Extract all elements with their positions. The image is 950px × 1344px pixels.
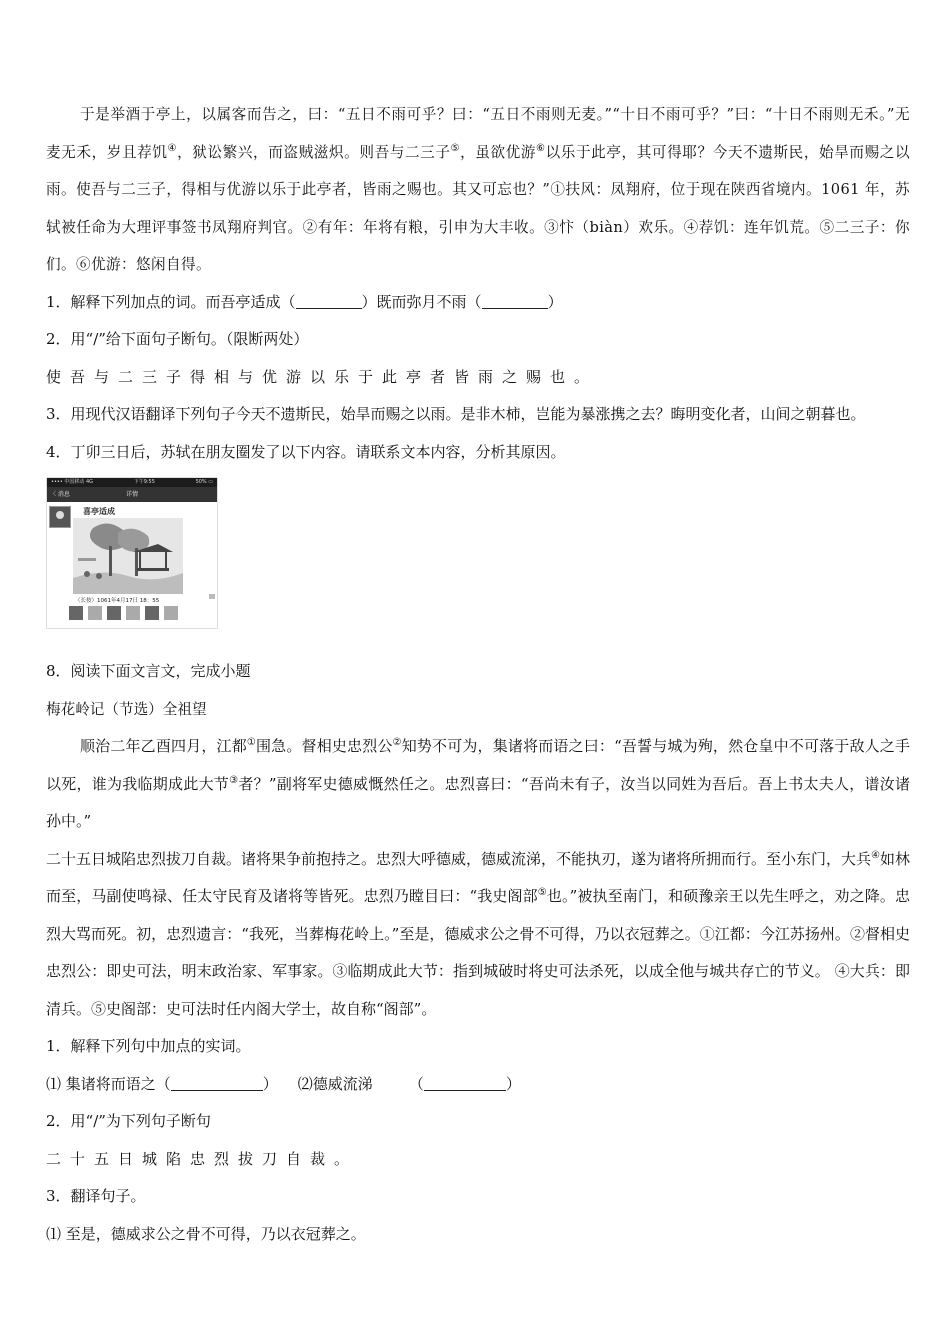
footnote-marker: ② [392,737,402,748]
answer-blank[interactable] [296,294,362,309]
avatar [107,606,121,620]
passage-paragraph-2 [46,841,910,1029]
like-avatars [69,606,178,620]
landscape-painting [73,518,183,594]
item-text: ） [262,1074,278,1093]
passage-text-4: 以乐于此亭，其可得耶？今天不遗斯民，始旱而赐之以雨。使吾与二三子，得相与优游以乐于此亭者，皆雨之赐也。其又可忘也？”①扶风：凤翔府，位于现在陕西省境内。1061 年，苏轼被任命为大理评事签书凤翔府判官。②有年：年将有粮，引申为大丰收。③忭（biàn）欢乐。④荐饥：连年饥荒。⑤二三子：你们。⑥优游：悠闲自得。 [46,143,910,273]
avatar [69,606,83,620]
battery-label: 50% ▭ [195,479,213,485]
passage-title: 梅花岭记（节选）全祖望 [46,700,207,718]
footnote-marker: ⑥ [536,142,546,154]
passage-text: 也。”被执至南门，和硕豫亲王以先生呼之，劝之降。忠烈大骂而死。初，忠烈遗言：“我死，当葬梅花岭上。”至是，德威求公之骨不可得，乃以衣冠葬之。①江都：今江苏扬州。②督相史忠烈公：即史可法，明末政治家、军事家。③临期成此大节：指到城破时将史可法杀死，以成全他与城共存亡的节义。 ④大兵：即清兵。⑤史阁部：史可法时任内阁大学士，故自称“阁部”。 [46,887,911,1018]
passage-text: 如林而至，马副使鸣禄、任太守民育及诸将等皆死。忠烈乃瞠目曰：“我史阁部 [46,849,910,905]
question-1 [46,284,910,322]
nav-title: 详情 [125,491,138,498]
footnote-marker: ⑤ [450,142,461,154]
passage-text: 者？”副将军史德威慨然任之。忠烈喜曰：“吾尚未有子，汝当以同姓为吾后。吾上书太夫人，谱汝诸孙中。” [46,774,910,830]
item-text: （ [408,1074,424,1093]
question-3: 3．用现代汉语翻译下列句子今天不遗斯民，始旱而赐之以雨。是非木柿，岂能为暴涨携之去？晦明变化者，山间之朝暮也。 [46,405,866,423]
footnote-marker: ④ [167,142,178,154]
question-8-heading: 8．阅读下面文言文，完成小题 [46,662,251,680]
avatar [126,606,140,620]
passage-text: 知势不可为，集诸将而语之曰：“吾誓与城为殉，然仓皇中不可落于敌人之手以死，谁为我临期成此大节 [46,737,910,793]
question-2: 2．用“/”给下面句子断句。（限断两处） [46,330,309,348]
passage-text-2: ，狱讼繁兴，而盗贼滋炽。则吾与二三子 [177,143,451,161]
answer-blank[interactable] [482,294,548,309]
document-page [46,96,910,1253]
passage-text-1: 于是举酒于亭上，以属客而告之，曰：“五日不雨可乎？曰：“五日不雨则无麦。”“十日不雨可乎？”曰：“十日不雨则无禾。”无麦无禾，岁且荐饥 [46,106,910,161]
passage-text: 顺治二年乙酉四月，江都 [80,737,247,755]
footnote-marker: ④ [871,849,880,861]
item-text: ⑵德威流涕 [297,1074,373,1093]
question-text: ）既而弥月不雨（ [361,292,482,311]
post-title: 喜亭适成 [83,506,115,516]
phone-nav-bar [47,487,217,502]
comment-icon [209,594,215,599]
footnote-marker: ① [246,737,257,748]
passage-text: 二十五日城陷忠烈拔刀自裁。诸将果争前抱持之。忠烈大呼德威，德威流涕，不能执刃，遂为诸将所拥而行。至小东门，大兵 [46,849,872,868]
avatar [145,606,159,620]
post-timestamp: （长按）1061年4月17日 18：55 [75,598,160,604]
avatar [164,606,178,620]
question-8-2-sentence: 二十五日城陷忠烈拔刀自裁。 [46,1149,359,1168]
footnote-marker: ⑤ [537,887,547,898]
item-text: ⑴ 集诸将而语之（ [46,1074,171,1093]
avatar [88,606,102,620]
question-8-1: 1．解释下列句中加点的实词。 [46,1037,251,1055]
passage-paragraph-1 [46,728,910,841]
question-2-sentence: 使吾与二三子得相与优游以乐于此亭者皆雨之赐也。 [46,367,599,386]
avatar [49,506,71,528]
passage-top [46,96,910,284]
question-8-3: 3．翻译句子。 [46,1187,146,1205]
time-label: 下午9:55 [133,479,155,485]
footnote-marker: ③ [229,774,239,786]
item-text: ） [505,1074,521,1093]
answer-blank[interactable] [171,1076,263,1091]
question-text: ） [547,292,563,311]
phone-status-bar [47,478,217,487]
question-text: 1．解释下列加点的词。而吾亭适成（ [46,292,296,311]
passage-text-3: ，虽欲优游 [460,143,537,161]
question-8-3-item: ⑴ 至是，德威求公之骨不可得，乃以衣冠葬之。 [46,1224,366,1243]
question-8-1-items [46,1066,910,1104]
carrier-label: •••• 中国移动 4G [51,479,94,485]
passage-text: 围急。督相史忠烈公 [256,737,393,755]
answer-blank[interactable] [424,1076,506,1091]
question-8-2: 2．用“/”为下列句子断句 [46,1112,211,1130]
back-button: 〈 消息 [50,491,70,498]
wechat-moments-screenshot [46,477,218,629]
question-4: 4．丁卯三日后，苏轼在朋友圈发了以下内容。请联系文本内容，分析其原因。 [46,442,566,461]
